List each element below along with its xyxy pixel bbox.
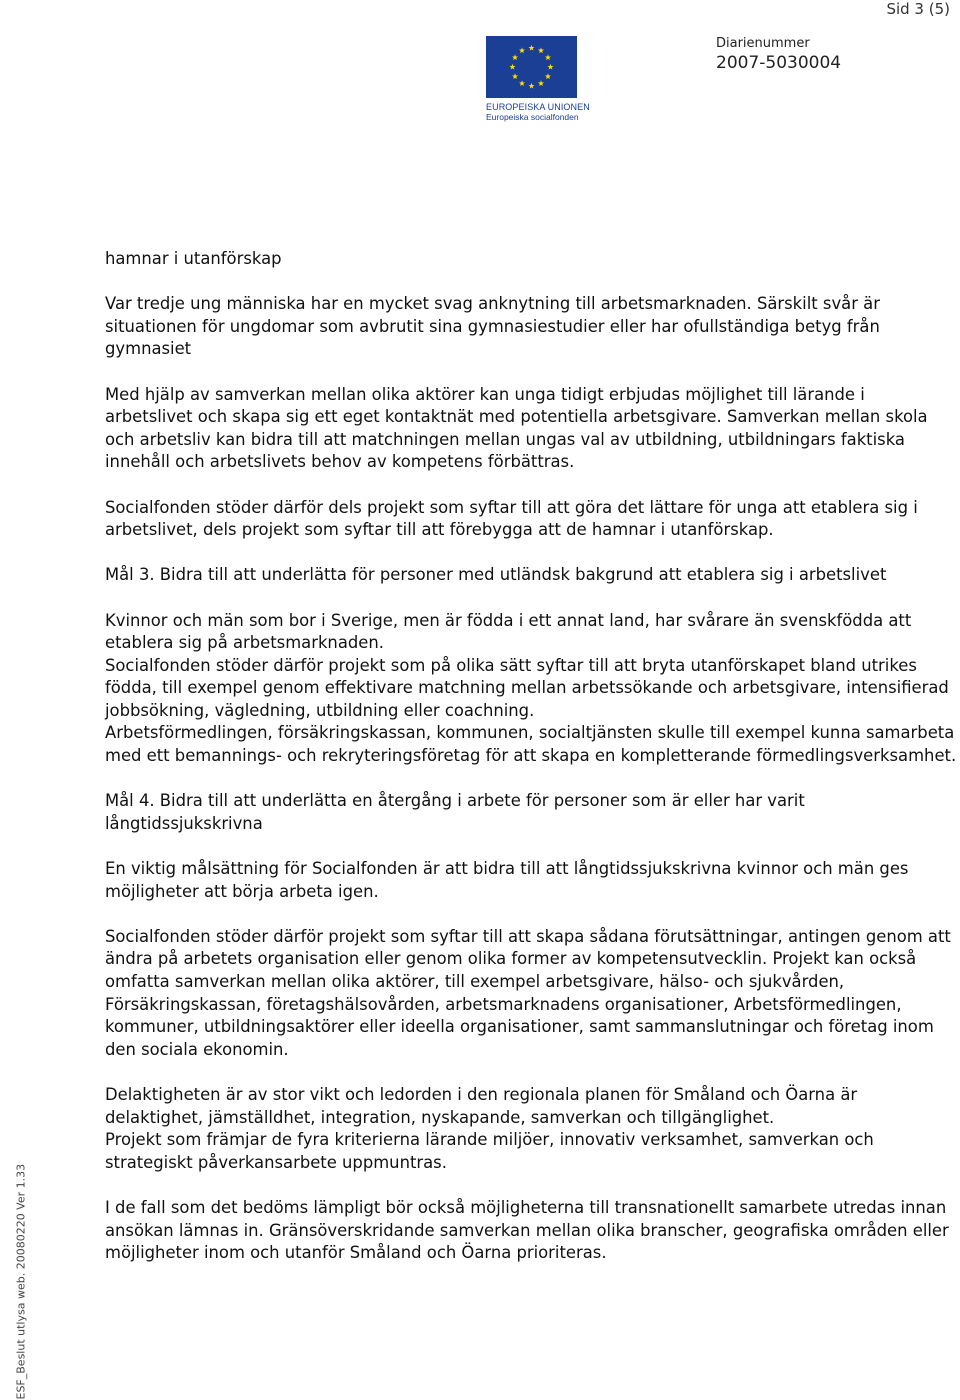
paragraph: Delaktigheten är av stor vikt och ledorden i den regionala planen för Småland och Öarna är delaktighet, jämställdhet, integration, nyskapande, samverkan och tillgänglighet. xyxy=(105,1084,858,1127)
logo-text-eu: EUROPEISKA UNIONEN xyxy=(486,102,590,112)
logo-text-esf: Europeiska socialfonden xyxy=(486,112,579,122)
paragraph: Med hjälp av samverkan mellan olika aktörer kan unga tidigt erbjudas möjlighet till lärande i arbetslivet och skapa sig ett eget kontaktnät med potentiella arbetsgivare. Samverkan mellan skola och arbetsliv kan bidra till att matchningen mellan ungas val av utbildning, utbildningars faktiska innehåll och arbetslivets behov av kompetens förbättras. xyxy=(105,384,928,472)
diarie-block xyxy=(716,36,841,73)
paragraph: hamnar i utanförskap xyxy=(105,249,282,268)
eu-logo xyxy=(486,36,590,122)
paragraph: Socialfonden stöder därför dels projekt som syftar till att göra det lättare för unga att etablera sig i arbetslivet, dels projekt som syftar till att förebygga att de hamnar i utanförskap. xyxy=(105,497,918,540)
paragraph: Socialfonden stöder därför projekt som på olika sätt syftar till att bryta utanförskapet bland utrikes födda, till exempel genom effektivare matchning mellan arbetssökande och arbetsgivare, intensifierad jobbsökning, vägledning, utbildning eller coachning. xyxy=(105,655,949,720)
paragraph: Kvinnor och män som bor i Sverige, men är födda i ett annat land, har svårare än svenskfödda att etablera sig på arbetsmarknaden. xyxy=(105,610,912,653)
paragraph: Arbetsförmedlingen, försäkringskassan, kommunen, socialtjänsten skulle till exempel kunna samarbeta med ett bemannings- och rekryteringsföretag för att skapa en kompletterande förmedlingsverksamhet. xyxy=(105,723,957,766)
document-body xyxy=(105,248,957,1265)
eu-flag-icon xyxy=(486,36,577,98)
paragraph: Socialfonden stöder därför projekt som syftar till att skapa sådana förutsättningar, antingen genom att ändra på arbetets organisation eller genom olika former av kompetensutvecklin. Projekt kan också omfatta samverkan mellan olika aktörer, till exempel arbetsgivare, hälso- och sjukvården, Försäkringskassan, företagshälsovården, arbetsmarknadens organisationer, Arbetsförmedlingen, kommuner, utbildningsaktörer eller ideella organisationer, samt sammanslutningar och företag inom den sociala ekonomin. xyxy=(105,926,951,1059)
paragraph: Projekt som främjar de fyra kriterierna lärande miljöer, innovativ verksamhet, samverkan och strategiskt påverkansarbete uppmuntras. xyxy=(105,1130,874,1172)
section-heading: Mål 4. Bidra till att underlätta en återgång i arbete för personer som är eller har varit långtidssjukskrivna xyxy=(105,791,805,833)
diarie-number: 2007-5030004 xyxy=(716,53,842,73)
side-version-text: ESF_Beslut utlysa web. 20080220 Ver 1.33 xyxy=(14,1163,28,1400)
diarie-label: Diarienummer xyxy=(716,36,810,51)
page-number: Sid 3 (5) xyxy=(886,0,950,18)
paragraph: En viktig målsättning för Socialfonden är att bidra till att långtidssjukskrivna kvinnor och män ges möjligheter att börja arbeta igen. xyxy=(105,859,909,901)
section-heading: Mål 3. Bidra till att underlätta för personer med utländsk bakgrund att etablera sig i arbetslivet xyxy=(105,565,887,585)
paragraph: Var tredje ung människa har en mycket svag anknytning till arbetsmarknaden. Särskilt svår är situationen för ungdomar som avbrutit sina gymnasiestudier eller har ofullständiga betyg från gymnasiet xyxy=(105,294,880,359)
paragraph: I de fall som det bedöms lämpligt bör också möjligheterna till transnationellt samarbete utredas innan ansökan lämnas in. Gränsöverskridande samverkan mellan olika branscher, geografiska områden eller möjligheter inom och utanför Småland och Öarna prioriteras. xyxy=(105,1197,949,1263)
